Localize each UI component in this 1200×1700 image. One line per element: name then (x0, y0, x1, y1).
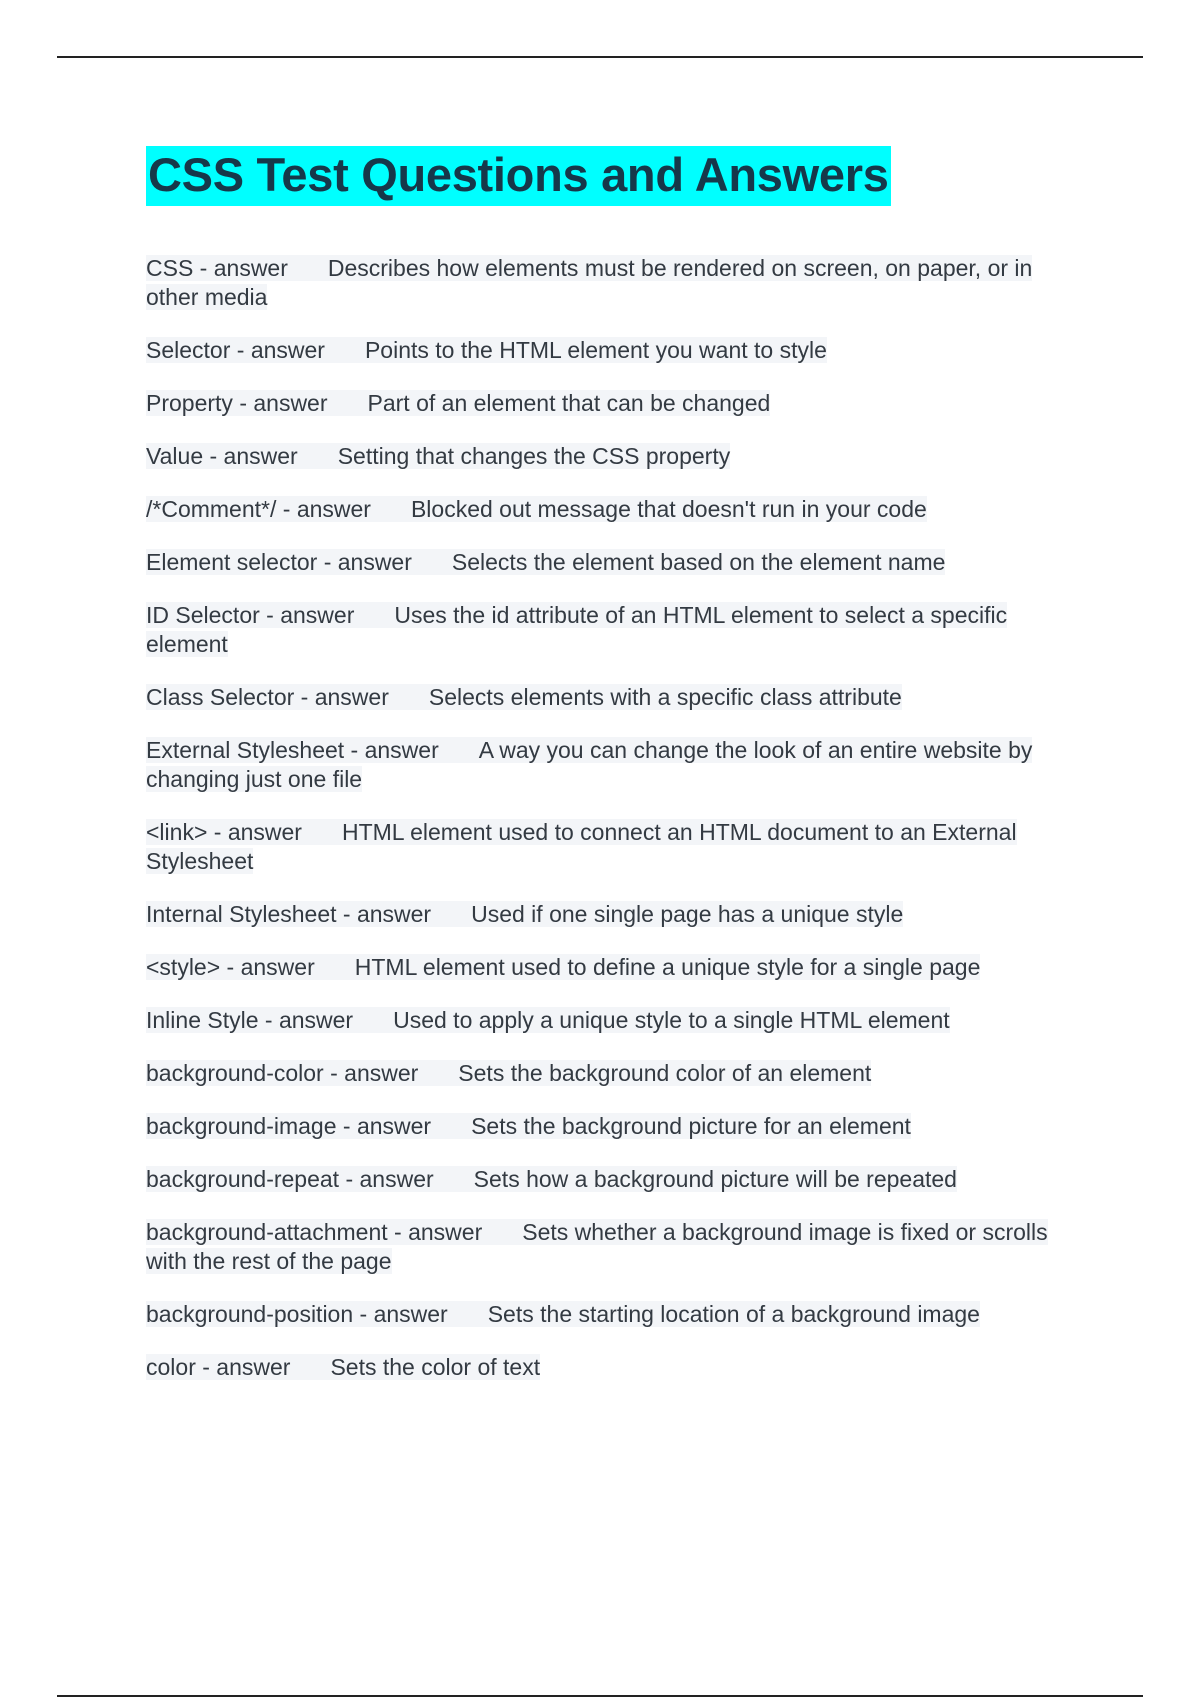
qa-item-external-stylesheet (146, 736, 1086, 794)
qa-term: /*Comment*/ - answer (146, 496, 371, 522)
qa-definition: Sets the starting location of a background image (487, 1301, 980, 1327)
qa-definition: Sets the background picture for an element (471, 1113, 911, 1139)
qa-item-class-selector (146, 683, 1086, 712)
qa-item-link (146, 818, 1086, 876)
qa-item-id-selector (146, 601, 1086, 659)
qa-term: <link> - answer (146, 819, 302, 845)
qa-definition: Selects elements with a specific class attribute (428, 684, 902, 710)
qa-definition: HTML element used to connect an HTML document to an External Stylesheet (146, 819, 1017, 874)
qa-item-background-image (146, 1112, 1086, 1141)
qa-term: background-attachment - answer (146, 1219, 483, 1245)
qa-definition: Used if one single page has a unique style (471, 901, 904, 927)
qa-term: Class Selector - answer (146, 684, 389, 710)
qa-definition: Uses the id attribute of an HTML element to select a specific element (146, 602, 1008, 657)
qa-definition: Used to apply a unique style to a single HTML element (393, 1007, 950, 1033)
qa-item-element-selector (146, 548, 1086, 577)
qa-definition: Sets whether a background image is fixed or scrolls with the rest of the page (146, 1219, 1048, 1274)
qa-term: background-image - answer (146, 1113, 432, 1139)
qa-item-style (146, 953, 1086, 982)
qa-term: Element selector - answer (146, 549, 412, 575)
qa-term: ID Selector - answer (146, 602, 355, 628)
bottom-divider (57, 1695, 1143, 1697)
qa-definition: Sets the color of text (330, 1354, 541, 1380)
qa-item-background-color (146, 1059, 1086, 1088)
qa-item-background-position (146, 1300, 1086, 1329)
qa-term: color - answer (146, 1354, 291, 1380)
qa-definition: Blocked out message that doesn't run in your code (410, 496, 927, 522)
qa-term: background-repeat - answer (146, 1166, 434, 1192)
page-title: CSS Test Questions and Answers (146, 146, 891, 206)
qa-term: background-position - answer (146, 1301, 448, 1327)
qa-item-css (146, 254, 1086, 312)
qa-definition: HTML element used to define a unique style for a single page (354, 954, 981, 980)
top-divider (57, 56, 1143, 58)
qa-item-internal-stylesheet (146, 900, 1086, 929)
qa-term: Value - answer (146, 443, 298, 469)
qa-list (146, 254, 1096, 1382)
qa-definition: Selects the element based on the element name (451, 549, 946, 575)
qa-term: CSS - answer (146, 255, 288, 281)
qa-definition: Describes how elements must be rendered on screen, on paper, or in other media (146, 255, 1033, 310)
qa-item-background-repeat (146, 1165, 1086, 1194)
qa-item-property (146, 389, 1086, 418)
qa-term: Inline Style - answer (146, 1007, 354, 1033)
qa-term: background-color - answer (146, 1060, 419, 1086)
qa-term: <style> - answer (146, 954, 315, 980)
qa-item-background-attachment (146, 1218, 1086, 1276)
qa-item-inline-style (146, 1006, 1086, 1035)
qa-item-selector (146, 336, 1086, 365)
qa-term: Internal Stylesheet - answer (146, 901, 432, 927)
qa-definition: Sets how a background picture will be repeated (473, 1166, 957, 1192)
qa-term: External Stylesheet - answer (146, 737, 439, 763)
qa-term: Property - answer (146, 390, 328, 416)
qa-item-value (146, 442, 1086, 471)
qa-definition: Sets the background color of an element (458, 1060, 872, 1086)
qa-definition: Part of an element that can be changed (367, 390, 771, 416)
document-page (146, 146, 1096, 1406)
qa-definition: A way you can change the look of an entire website by changing just one file (146, 737, 1033, 792)
qa-definition: Setting that changes the CSS property (337, 443, 731, 469)
qa-definition: Points to the HTML element you want to style (364, 337, 827, 363)
qa-item-comment (146, 495, 1086, 524)
qa-term: Selector - answer (146, 337, 325, 363)
qa-item-color (146, 1353, 1086, 1382)
